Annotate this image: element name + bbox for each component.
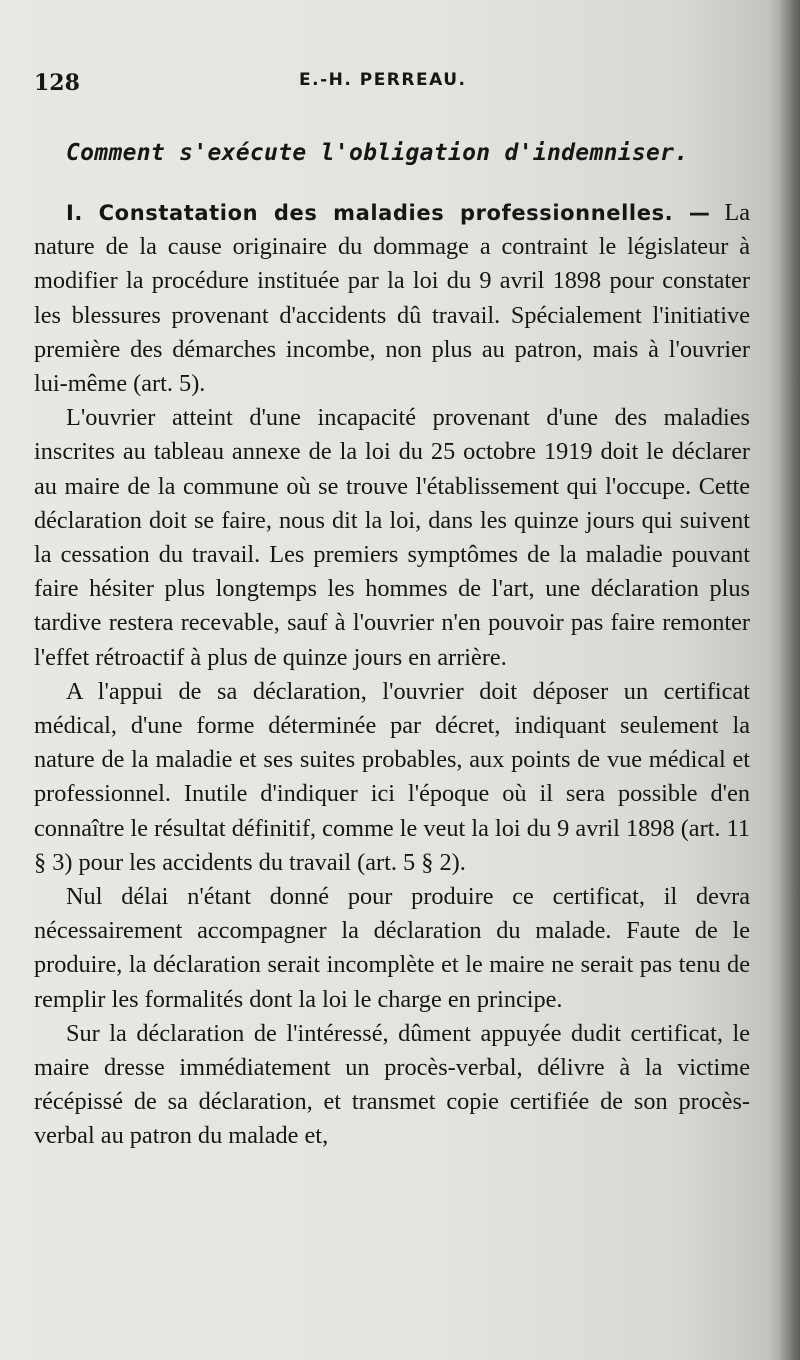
running-head: E.-H. PERREAU. xyxy=(299,70,467,90)
paragraph-5: Sur la déclaration de l'intéressé, dûment appuyée dudit certificat, le maire dresse immédiatement un procès-verbal, délivre à la victime récépissé de sa déclaration, et transmet copie certifiée de son procès-verbal au patron du malade et, xyxy=(34,1019,750,1150)
subsection-text: La nature de la cause originaire du dommage a contraint le législateur à modifier la procédure instituée par la loi du 9 avril 1898 pour constater les blessures provenant d'accidents dû travail. Spécialement l'initiative première des démarches incombe, non plus au patron, mais à l'ouvrier lui-même (art. 5). xyxy=(34,199,751,398)
body-text xyxy=(34,196,750,1154)
paragraph-1 xyxy=(34,196,750,401)
page-edge-shadow xyxy=(778,0,800,1360)
page-header xyxy=(34,70,734,100)
paragraph-2: L'ouvrier atteint d'une incapacité provenant d'une des maladies inscrites au tableau annexe de la loi du 25 octobre 1919 doit le déclarer au maire de la commune où se trouve l'établissement qui l'occupe. Cette déclaration doit se faire, nous dit la loi, dans les quinze jours qui suivent la cessation du travail. Les premiers symptômes de la maladie pouvant faire hésiter plus longtemps les hommes de l'art, une déclaration plus tardive restera recevable, sauf à l'ouvrier n'en pouvoir pas faire remonter l'effet rétroactif à plus de quinze jours en arrière. xyxy=(34,404,750,671)
subsection-heading: I. Constatation des maladies professionnelles. — xyxy=(66,201,711,225)
page-number: 128 xyxy=(34,70,80,96)
section-title: Comment s'exécute l'obligation d'indemniser. xyxy=(66,140,689,166)
paragraph-3: A l'appui de sa déclaration, l'ouvrier doit déposer un certificat médical, d'une forme déterminée par décret, indiquant seulement la nature de la maladie et ses suites probables, aux points de vue médical et professionnel. Inutile d'indiquer ici l'époque où il sera possible d'en connaître le résultat définitif, comme le veut la loi du 9 avril 1898 (art. 11 § 3) pour les accidents du travail (art. 5 § 2). xyxy=(34,677,750,876)
paragraph-4: Nul délai n'étant donné pour produire ce certificat, il devra nécessairement accompagner la déclaration du malade. Faute de le produire, la déclaration serait incomplète et le maire ne serait pas tenu de remplir les formalités dont la loi le charge en principe. xyxy=(34,883,750,1013)
